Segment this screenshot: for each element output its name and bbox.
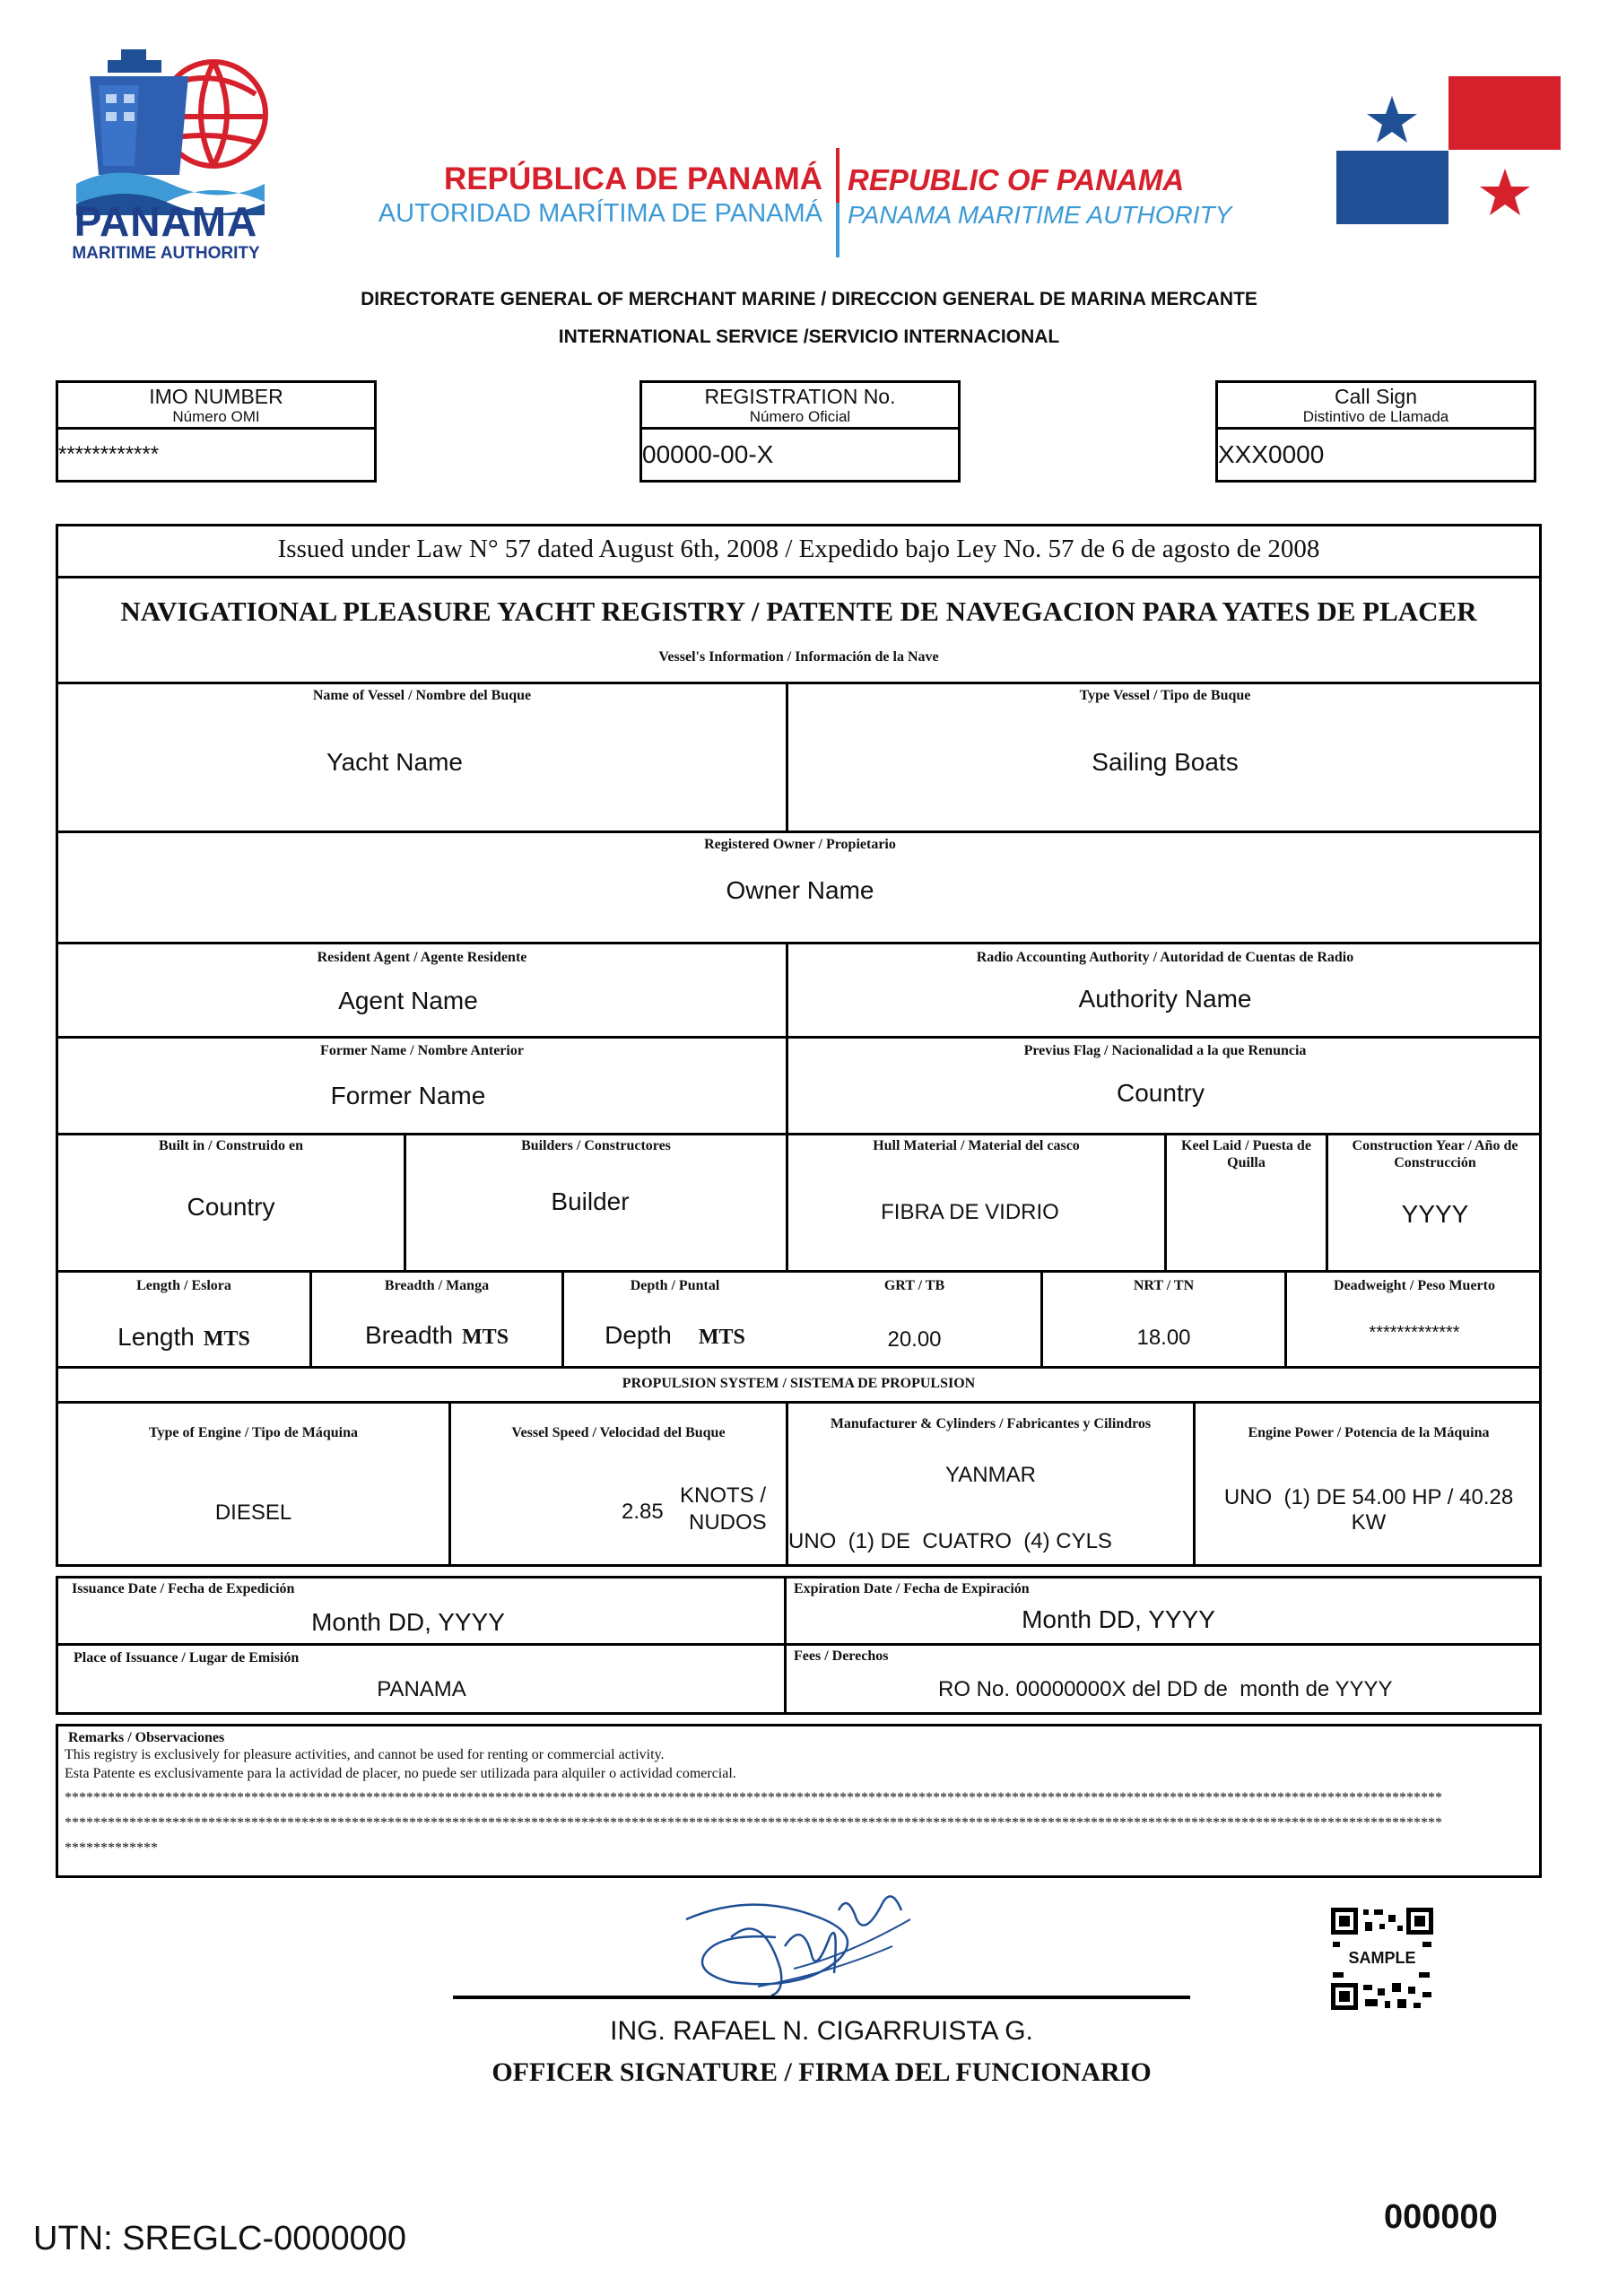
imo-sublabel: Número OMI [172, 408, 260, 425]
built-in-label: Built in / Construido en [159, 1138, 303, 1153]
panama-flag-icon [1336, 76, 1561, 224]
depth: Depth [605, 1321, 672, 1349]
vessel-type-label: Type Vessel / Tipo de Buque [1079, 688, 1251, 703]
officer-signature [677, 1883, 928, 2005]
former-name: Former Name [330, 1082, 486, 1109]
keel-label: Keel Laid / Puesta de Quilla [1181, 1138, 1311, 1170]
breadth: Breadth [364, 1321, 454, 1349]
authority-en: PANAMA MARITIME AUTHORITY [848, 201, 1232, 229]
issuance-date-label: Issuance Date / Fecha de Expedición [72, 1581, 295, 1596]
depth-label: Depth / Puntal [630, 1278, 720, 1293]
hull-label: Hull Material / Material del casco [873, 1138, 1080, 1153]
call-sign-box [1215, 380, 1536, 483]
owner-label: Registered Owner / Propietario [704, 837, 896, 852]
imo-label: IMO NUMBER [149, 385, 283, 408]
cylinders: UNO (1) DE CUATRO (4) CYLS [788, 1529, 1112, 1553]
speed-unit-2: NUDOS [689, 1510, 767, 1535]
length-label: Length / Eslora [136, 1278, 231, 1293]
registration-value: 00000-00-X [642, 440, 774, 468]
prev-flag-label: Previus Flag / Nacionalidad a la que Renuncia [1023, 1043, 1307, 1058]
place-label: Place of Issuance / Lugar de Emisión [74, 1650, 300, 1665]
breadth-unit: MTS [462, 1326, 509, 1349]
depth-value [564, 1321, 786, 1352]
ship-globe-icon [72, 49, 269, 215]
remarks-label: Remarks / Observaciones [68, 1730, 225, 1745]
expiry-date: Month DD, YYYY [1022, 1605, 1215, 1633]
call-sign-value: XXX0000 [1218, 440, 1325, 468]
registration-sublabel: Número Oficial [749, 408, 851, 425]
remarks-line-2: Esta Patente es exclusivamente para la actividad de placer, no puede ser utilizada para alquiler o actividad comercial. [65, 1766, 736, 1781]
vessel-name-label: Name of Vessel / Nombre del Buque [312, 688, 532, 703]
speed-unit-1: KNOTS / [680, 1483, 767, 1508]
radio-label: Radio Accounting Authority / Autoridad de Cuentas de Radio [976, 950, 1354, 965]
nrt-label: NRT / TN [1133, 1278, 1195, 1293]
hull-material: FIBRA DE VIDRIO [881, 1200, 1059, 1224]
manufacturer-label: Manufacturer & Cylinders / Fabricantes y Cilindros [830, 1416, 1152, 1431]
power-line-2: KW [1351, 1510, 1387, 1535]
engine-type: DIESEL [214, 1500, 292, 1525]
vessel-type: Sailing Boats [1092, 748, 1239, 776]
depth-unit: MTS [698, 1326, 745, 1349]
length-value [58, 1323, 309, 1353]
prev-flag: Country [1116, 1079, 1205, 1107]
remarks-stars-3: ************* [65, 1840, 158, 1856]
nrt-value: 18.00 [1136, 1326, 1191, 1350]
grt-value: 20.00 [887, 1327, 942, 1352]
vessel-name: Yacht Name [326, 748, 463, 776]
document-number: 000000 [1384, 2198, 1498, 2236]
deadweight-label: Deadweight / Peso Muerto [1334, 1278, 1495, 1293]
owner-name: Owner Name [726, 876, 874, 904]
officer-name: ING. RAFAEL N. CIGARRUISTA G. [610, 2016, 1033, 2046]
republic-es: REPÚBLICA DE PANAMÁ [444, 161, 822, 196]
utn-number: UTN: SREGLC-0000000 [33, 2220, 407, 2257]
breadth-value [312, 1321, 561, 1352]
authority-es: AUTORIDAD MARÍTIMA DE PANAMÁ [378, 199, 822, 228]
registration-label: REGISTRATION No. [704, 385, 896, 408]
logo-title: PANAMA [74, 198, 258, 245]
length-unit: MTS [203, 1327, 250, 1351]
registration-number-box [639, 380, 961, 483]
speed-value [451, 1483, 786, 1537]
speed-label: Vessel Speed / Velocidad del Buque [511, 1425, 726, 1440]
vessel-info-heading: Vessel's Information / Información de la Nave [658, 649, 939, 665]
fees-label: Fees / Derechos [794, 1648, 889, 1664]
expiry-date-label: Expiration Date / Fecha de Expiración [794, 1581, 1030, 1596]
qr-code [1329, 1906, 1435, 2012]
republic-en: REPUBLIC OF PANAMA [848, 163, 1185, 196]
power-label: Engine Power / Potencia de la Máquina [1248, 1425, 1490, 1440]
agent-name: Agent Name [338, 987, 478, 1014]
propulsion-heading: PROPULSION SYSTEM / SISTEMA DE PROPULSION [622, 1376, 976, 1391]
built-in: Country [187, 1193, 275, 1221]
imo-value: ************ [58, 442, 160, 466]
registry-title: NAVIGATIONAL PLEASURE YACHT REGISTRY / PATENTE DE NAVEGACION PARA YATES DE PLACER [120, 596, 1477, 627]
year-label: Construction Year / Año de Construcción [1352, 1138, 1518, 1170]
qr-sample-label: SAMPLE [1329, 1949, 1435, 1968]
deadweight-value: ************* [1369, 1323, 1460, 1343]
builders: Builder [551, 1187, 630, 1215]
issuance-date: Month DD, YYYY [311, 1608, 505, 1636]
directorate-line: DIRECTORATE GENERAL OF MERCHANT MARINE / DIRECCION GENERAL DE MARINA MERCANTE [361, 289, 1257, 309]
agent-label: Resident Agent / Agente Residente [317, 950, 527, 965]
grt-label: GRT / TB [883, 1278, 945, 1293]
service-line: INTERNATIONAL SERVICE /SERVICIO INTERNACIONAL [558, 326, 1060, 347]
logo-subtitle: MARITIME AUTHORITY [72, 244, 260, 263]
builders-label: Builders / Constructores [521, 1138, 671, 1153]
officer-title: OFFICER SIGNATURE / FIRMA DEL FUNCIONARIO [491, 2057, 1152, 2087]
manufacturer: YANMAR [945, 1463, 1036, 1487]
signature-line [453, 1996, 1190, 1999]
place: PANAMA [377, 1677, 466, 1701]
fees: RO No. 00000000X del DD de month de YYYY [938, 1677, 1393, 1701]
pma-logo [72, 49, 269, 265]
engine-type-label: Type of Engine / Tipo de Máquina [149, 1425, 358, 1440]
imo-number-box [56, 380, 377, 483]
speed: 2.85 [622, 1500, 664, 1524]
header-divider [836, 148, 839, 257]
remarks-line-1: This registry is exclusively for pleasure activities, and cannot be used for renting or commercial activity. [65, 1747, 665, 1762]
call-sign-sublabel: Distintivo de Llamada [1302, 408, 1449, 425]
power-line-1: UNO (1) DE 54.00 HP / 40.28 [1223, 1485, 1514, 1509]
remarks-stars-1: ************************************************************************************************************************************************************************************************ [65, 1790, 1442, 1805]
remarks-stars-2: ************************************************************************************************************************************************************************************************ [65, 1815, 1442, 1831]
call-sign-label: Call Sign [1334, 385, 1418, 408]
radio-authority: Authority Name [1078, 985, 1252, 1013]
length: Length [117, 1323, 195, 1351]
construction-year: YYYY [1401, 1200, 1469, 1228]
law-line: Issued under Law N° 57 dated August 6th, 2008 / Expedido bajo Ley No. 57 de 6 de agosto de 2008 [277, 535, 1320, 563]
former-name-label: Former Name / Nombre Anterior [320, 1043, 524, 1058]
breadth-label: Breadth / Manga [384, 1278, 490, 1293]
